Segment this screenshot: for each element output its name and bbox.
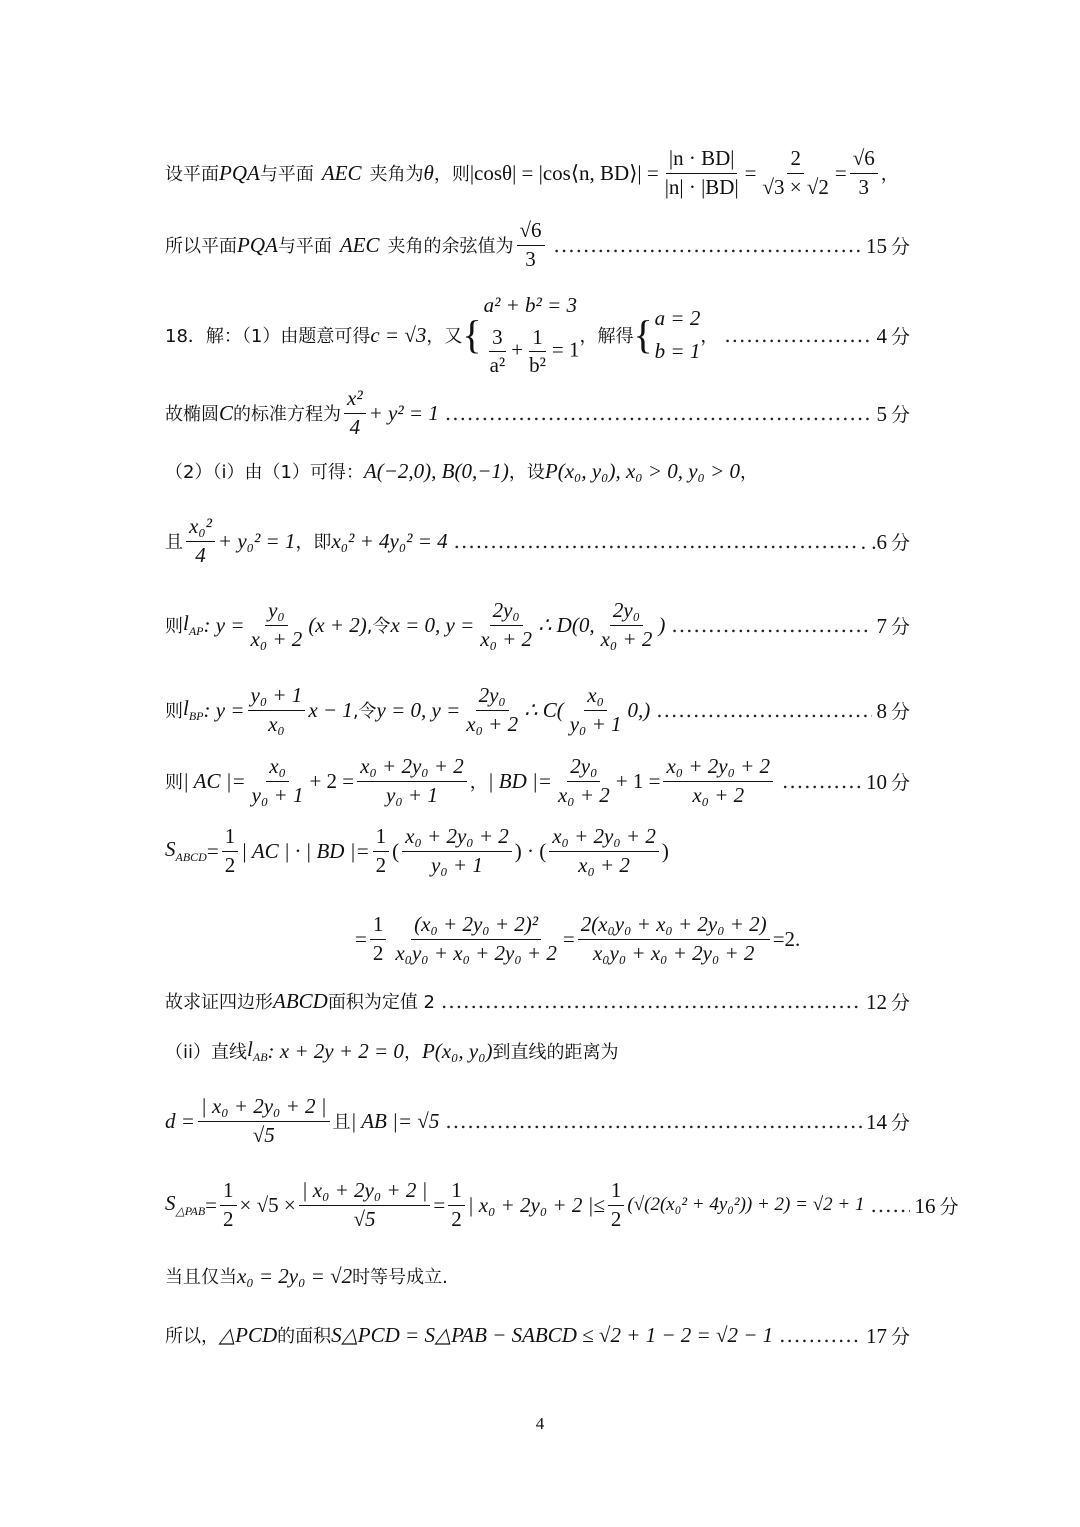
math: : y =: [203, 697, 245, 722]
math: A(−2,0), B(0,−1): [363, 458, 509, 483]
math: |cosθ| = |cos⟨n, BD⟩| =: [469, 160, 659, 185]
fraction: $\frac{\text{2(x₀y₀ + x₀ + 2y₀ + 2)}}{\text{x₀y₀ + x₀ + 2y₀ + 2}}$: [578, 913, 770, 964]
line-equality-condition: [165, 1243, 910, 1309]
leader-dots: [445, 401, 873, 425]
math: =: [355, 926, 367, 951]
numerator: |n · BD|: [666, 147, 738, 173]
text: ，: [880, 164, 899, 185]
text: 则: [165, 701, 183, 722]
math: =: [205, 1192, 218, 1217]
leader-dots: [554, 233, 862, 257]
math: ABCD: [273, 988, 328, 1013]
text: 当且仅当: [165, 1267, 237, 1288]
math: : x + 2y + 2 = 0: [267, 1038, 404, 1063]
denominator: |n| · |BD|: [664, 174, 739, 199]
math: (: [392, 838, 400, 863]
score: 16 分: [914, 1193, 959, 1218]
line-part-2-setup: [165, 438, 910, 504]
leader-dots: [671, 613, 872, 637]
math: | BD |=: [487, 768, 552, 793]
score: 7 分: [876, 613, 910, 638]
line-area-simplify: [355, 906, 835, 972]
math: d =: [165, 1108, 195, 1133]
numerator: √6: [517, 219, 545, 245]
math: ) · (: [514, 838, 547, 863]
text: ，: [740, 462, 759, 483]
math: ): [658, 612, 666, 637]
math: =: [834, 160, 847, 185]
fraction: $\frac{\text{y₀}}{\text{x₀ + 2}}$: [250, 598, 303, 651]
math: $S_{\triangle PAB}$: [165, 1191, 206, 1218]
score: 17 分: [865, 1323, 910, 1348]
plane-name: PQA: [219, 160, 260, 185]
score: 4 分: [876, 323, 910, 348]
text: ,令: [352, 701, 377, 722]
fraction: $\frac{\text{2y₀}}{\text{x₀ + 2}}$: [466, 683, 519, 736]
text: ，又: [426, 326, 463, 347]
math: (√(2(x₀² + 4y₀²)) + 2) = √2 + 1: [627, 1194, 865, 1215]
score: 15 分: [865, 233, 910, 258]
line-area-pcd: [165, 1302, 910, 1368]
text: 时等号成立.: [352, 1267, 448, 1288]
text: 夹角为: [369, 164, 424, 185]
denominator: 3: [858, 174, 870, 199]
text: 到直线的距离为: [492, 1042, 619, 1063]
fraction: $\frac{\text{2y₀}}{\text{x₀ + 2}}$: [480, 598, 533, 651]
math: $S_{ABCD}$: [165, 837, 207, 864]
line-distance: [165, 1088, 910, 1154]
text: 则: [165, 616, 183, 637]
fraction: $\frac{1}{2}$: [222, 825, 239, 876]
fraction: [760, 147, 832, 198]
numerator: √6: [850, 147, 878, 173]
math: x₀ = 2y₀ = √2: [237, 1263, 353, 1288]
math: =: [744, 160, 757, 185]
fraction: [662, 147, 742, 198]
page-number: 4: [535, 1414, 545, 1433]
text: 故椭圆: [165, 404, 219, 425]
text: 且: [165, 532, 183, 553]
brace: {: [462, 312, 482, 357]
text: 的标准方程为: [233, 404, 342, 425]
fraction: $\frac{\text{x₀²}}{4}$: [186, 515, 215, 566]
score: 12 分: [865, 989, 910, 1014]
math: y = 0, y =: [376, 697, 461, 722]
math: $l_{AB}$: [247, 1037, 268, 1064]
math: S△PCD = S△PAB − SABCD ≤ √2 + 1 − 2 = √2 − 1: [331, 1322, 774, 1347]
score: 14 分: [865, 1109, 910, 1134]
line-cos-angle: [165, 140, 910, 206]
text: 且: [332, 1112, 351, 1133]
math: | AB |= √5: [350, 1108, 440, 1133]
problem-label: 18．解：（1）由题意可得: [165, 326, 371, 347]
equation: a² + b² = 3: [483, 292, 578, 317]
text: 设平面: [165, 164, 219, 185]
score: 10 分: [865, 769, 910, 794]
math: C: [219, 400, 234, 425]
math: △PCD: [219, 1322, 278, 1347]
line-area-abcd: [165, 818, 910, 884]
math: x = 0, y =: [390, 612, 475, 637]
solution-system: [655, 306, 701, 364]
text: 故求证四边形: [165, 992, 273, 1013]
text: 的面积: [277, 1326, 332, 1347]
fraction: $\frac{1}{2}$: [220, 1179, 237, 1230]
leader-dots: [656, 698, 872, 722]
plane-name: AEC: [339, 232, 380, 257]
leader-dots: [441, 989, 862, 1013]
leader-dots: [870, 1193, 910, 1217]
text: ，即: [295, 532, 332, 553]
math: =: [562, 926, 575, 951]
fraction: $\frac{\text{| x₀ + 2y₀ + 2 |}}{√5}$: [299, 1179, 431, 1230]
leader-dots: [779, 1323, 862, 1347]
brace: {: [633, 312, 653, 357]
line-ac-bd: [165, 748, 910, 814]
numerator: 2: [787, 147, 804, 173]
fraction: $\frac{\text{x²}}{4}$: [344, 387, 366, 438]
text: 夹角的余弦值为: [387, 236, 514, 257]
fraction: $\frac{\text{x₀}}{\text{y₀ + 1}}$: [251, 754, 304, 807]
score: 5 分: [876, 401, 910, 426]
math: $l_{AP}$: [183, 611, 204, 638]
math: =: [206, 838, 219, 863]
math: | x₀ + 2y₀ + 2 |≤: [467, 1192, 605, 1217]
equation-system: [484, 293, 580, 377]
text: 面积为定值 2: [327, 992, 436, 1013]
fraction: $\frac{\text{x₀ + 2y₀ + 2}}{\text{x₀ + 2}}$: [549, 825, 659, 876]
part-label: （2）（i）由（1）可得：: [165, 462, 364, 483]
line-conclusion-15: [165, 212, 910, 278]
text: 则: [165, 772, 183, 793]
score: . .6 分: [860, 529, 910, 554]
fraction: $\frac{\text{y₀ + 1}}{\text{x₀}}$: [248, 684, 306, 735]
leader-dots: [454, 529, 857, 553]
line-part-ii: [165, 1018, 910, 1084]
line-area-pab: [165, 1172, 959, 1238]
math: =2: [772, 926, 796, 951]
math: x − 1: [308, 697, 353, 722]
math: ): [661, 838, 669, 863]
equation: b = 1: [654, 339, 701, 363]
equation: a = 2: [654, 306, 701, 330]
math: ∴ C(: [524, 697, 564, 722]
math: (x + 2): [308, 612, 367, 637]
text: 与平面: [277, 236, 332, 257]
fraction: [517, 219, 545, 270]
text: ，则: [433, 164, 470, 185]
math: | AC |=: [183, 768, 246, 793]
text: ，解得: [579, 326, 634, 347]
line-point-condition: [165, 508, 910, 574]
leader-dots: [724, 323, 872, 347]
math: $l_{BP}$: [183, 696, 204, 723]
math: θ: [423, 160, 434, 185]
leader-dots: [445, 1109, 862, 1133]
fraction: $\frac{1}{2}$: [370, 913, 387, 964]
plane-name: PQA: [237, 232, 278, 257]
leader-dots: [782, 769, 862, 793]
fraction: $\frac{\text{(x₀ + 2y₀ + 2)²}}{\text{x₀y₀ + x₀ + 2y₀ + 2}}$: [395, 912, 557, 965]
fraction: $\frac{\text{x₀}}{\text{y₀ + 1}}$: [569, 683, 622, 736]
fraction: $\frac{1}{2}$: [373, 825, 390, 876]
math: ∴ D(0,: [538, 612, 595, 637]
denominator: 3: [525, 246, 536, 271]
math: P(x₀, y₀), x₀ > 0, y₀ > 0: [544, 458, 741, 483]
math: + 1 =: [615, 768, 661, 793]
math: =: [433, 1192, 446, 1217]
math: + y₀² = 1: [217, 528, 296, 553]
text: ，设: [508, 462, 545, 483]
score: 8 分: [876, 698, 910, 723]
math: × √5 ×: [239, 1192, 296, 1217]
math: c = √3: [370, 322, 427, 347]
math: x₀² + 4y₀² = 4: [331, 528, 448, 553]
line-problem-18: [165, 292, 910, 377]
fraction: $\frac{\text{2y₀}}{\text{x₀ + 2}}$: [600, 598, 653, 651]
math: | AC | · | BD |=: [241, 838, 370, 863]
fraction: $\frac{\text{x₀ + 2y₀ + 2}}{\text{x₀ + 2}}$: [663, 755, 773, 806]
math: P(x₀, y₀): [421, 1038, 493, 1063]
fraction: [850, 147, 878, 198]
math: : y =: [203, 612, 245, 637]
fraction: $\frac{\text{x₀ + 2y₀ + 2}}{\text{y₀ + 1}}$: [357, 755, 467, 806]
line-ellipse-equation: [165, 380, 910, 446]
math: + 2 =: [309, 768, 355, 793]
text: 与平面: [259, 164, 314, 185]
math: + y² = 1: [368, 400, 439, 425]
line-lbp: [165, 677, 910, 743]
fraction: $\frac{1}{2}$: [448, 1179, 465, 1230]
fraction: $\frac{\text{x₀ + 2y₀ + 2}}{\text{y₀ + 1}}$: [402, 825, 512, 876]
text: 所以平面: [165, 236, 237, 257]
math: .: [795, 926, 801, 951]
equation: $\frac{3}{\text{a²}}$ + $\frac{1}{\text{b²}}$ = 1: [489, 324, 580, 377]
denominator: √3 × √2: [762, 174, 829, 199]
text: ，: [403, 1042, 422, 1063]
math: 0,): [627, 697, 651, 722]
plane-name: AEC: [321, 160, 362, 185]
text: ，: [469, 772, 488, 793]
fraction: $\frac{\text{| x₀ + 2y₀ + 2 |}}{√5}$: [198, 1095, 330, 1146]
part-label: （ii）直线: [165, 1042, 248, 1063]
line-lap: [165, 592, 910, 658]
text: ，: [700, 326, 719, 347]
text: 所以，: [165, 1326, 219, 1347]
fraction: $\frac{1}{2}$: [608, 1179, 625, 1230]
fraction: $\frac{\text{2y₀}}{\text{x₀ + 2}}$: [557, 754, 610, 807]
text: ,令: [366, 616, 391, 637]
